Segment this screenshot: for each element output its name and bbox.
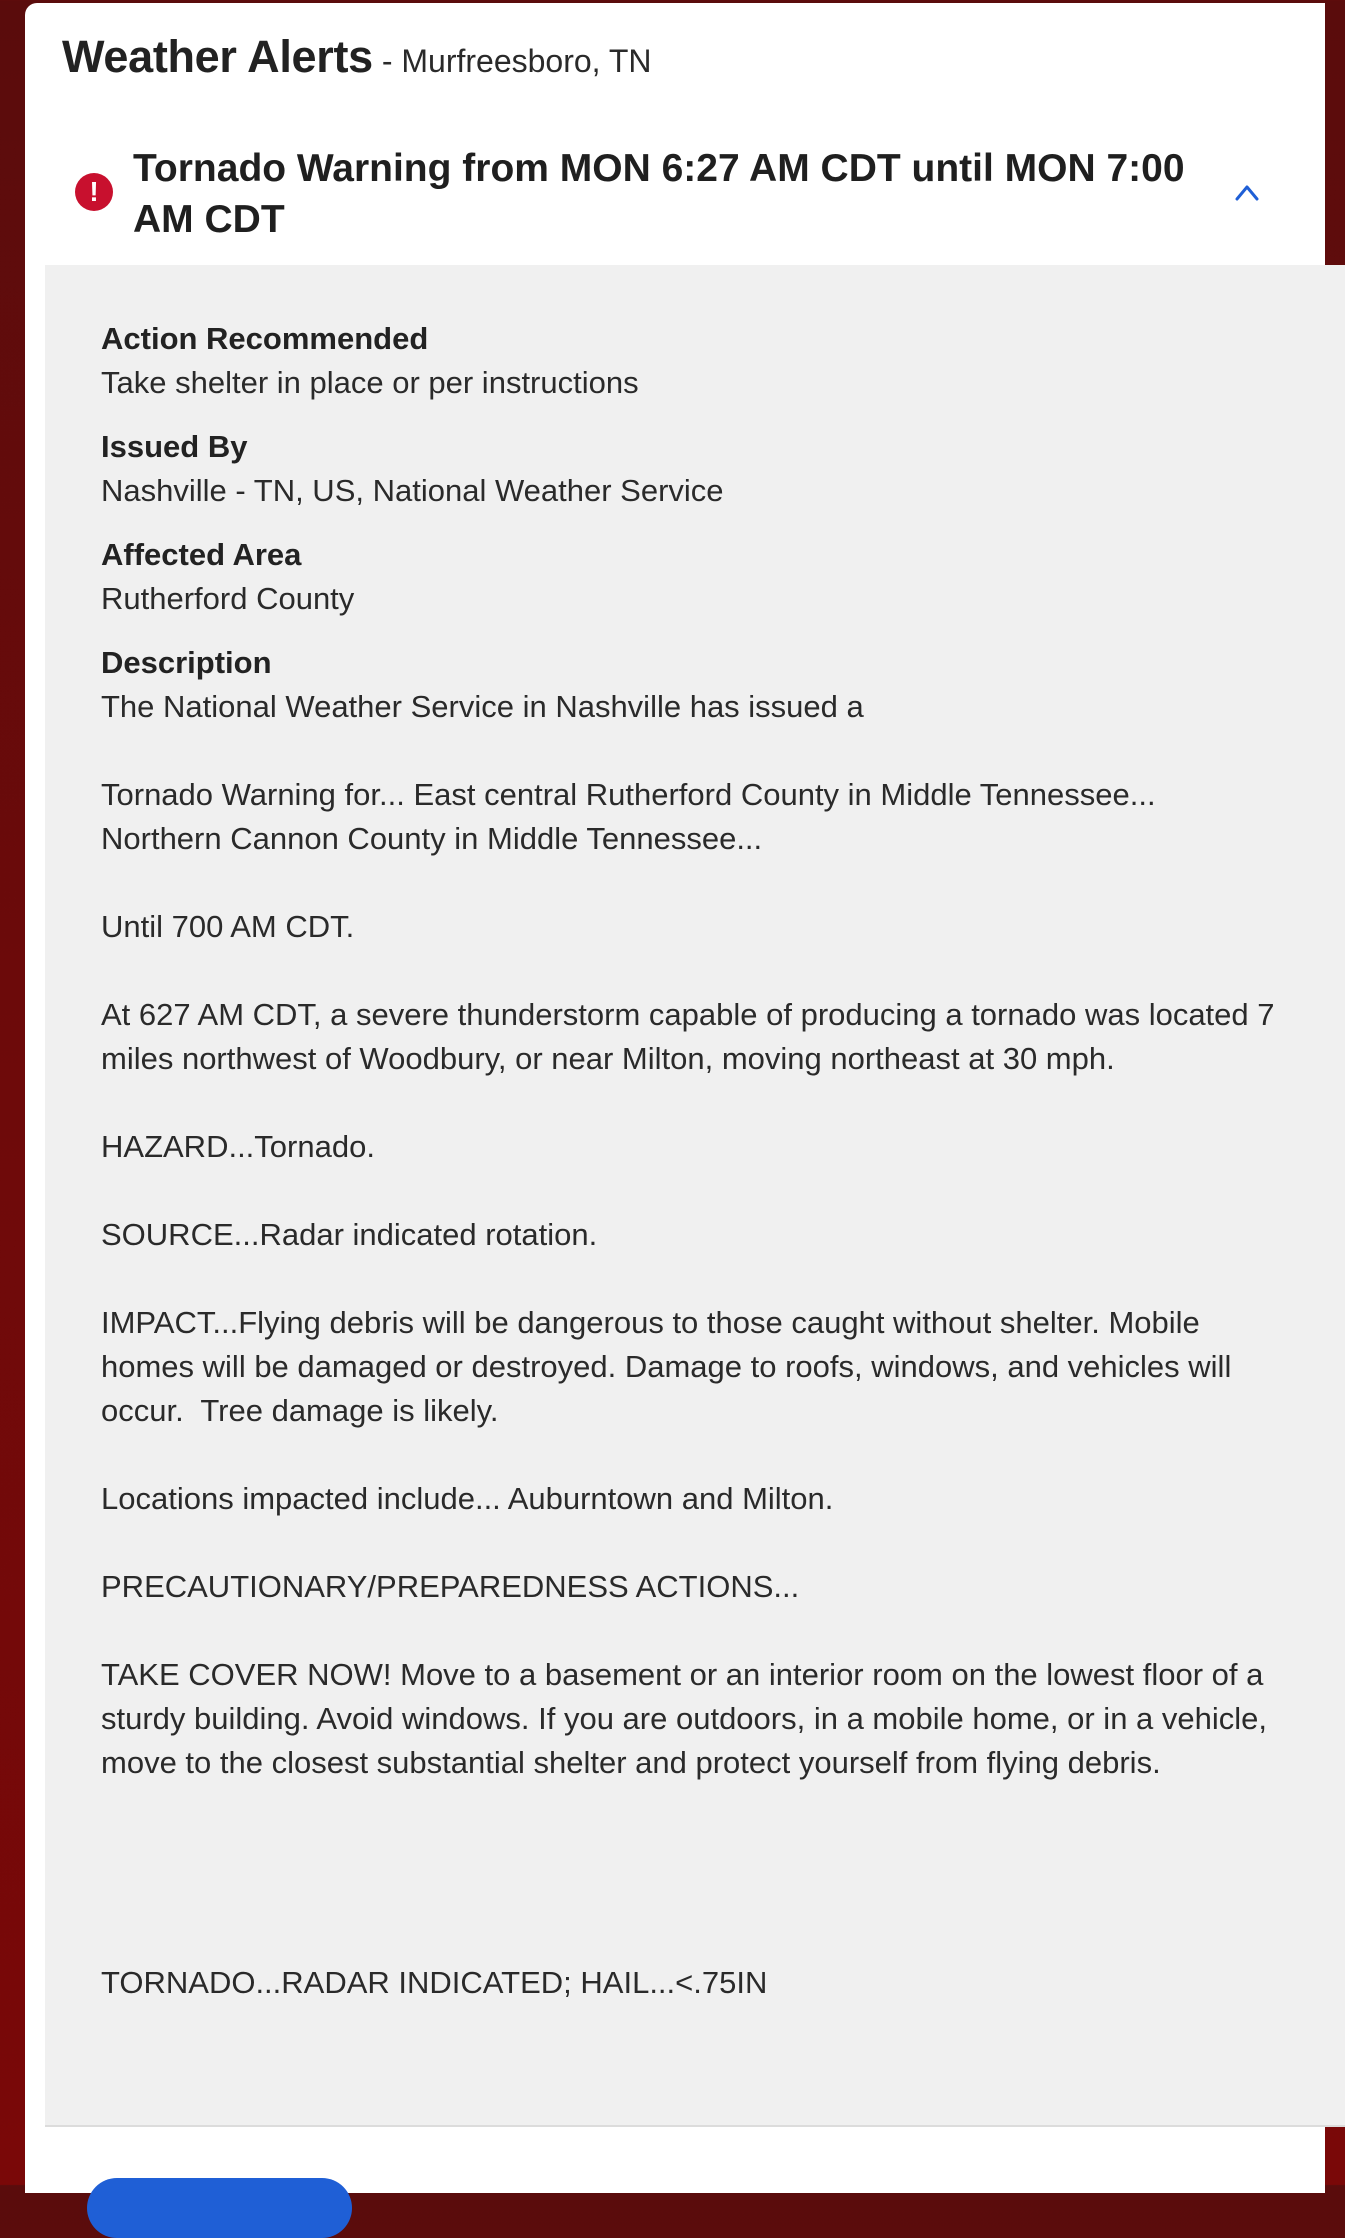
description-text: The National Weather Service in Nashville has issued a Tornado Warning for... East central Rutherford County in Middle Tennessee... Northern Cannon County in Middle Tennessee... Until 700 AM CDT. At 627 AM CDT, a severe thunderstorm capable of producing a tornado was located 7 miles northwest of Woodbury, or near Milton, moving northeast at 30 mph. HAZARD...Tornado. SOURCE...Radar indicated rotation. IMPACT...Flying debris will be dangerous to those caught without shelter. Mobile homes will be damaged or destroyed. Damage to roofs, windows, and vehicles will occur. Tree damage is likely. Locations impacted include... Auburntown and Milton. PRECAUTIONARY/PREPAREDNESS ACTIONS... TAKE COVER NOW! Move to a basement or an interior room on the lowest floor of a sturdy building. Avoid windows. If you are outdoors, in a mobile home, or in a vehicle, move to the closest substantial shelter and protect yourself from flying debris. TORNADO...RADAR INDICATED; HAIL...<.75IN (101, 689, 1275, 2000)
issued-by-value: Nashville - TN, US, National Weather Service (101, 473, 724, 508)
action-recommended-value: Take shelter in place or per instructions (101, 365, 639, 400)
page-title: Weather Alerts (62, 31, 373, 82)
affected-area-value: Rutherford County (101, 581, 355, 616)
alert-details-content (101, 317, 1291, 2005)
alert-exclamation-icon: ! (75, 173, 113, 211)
chevron-up-icon[interactable] (1235, 181, 1259, 205)
description-section (101, 641, 1291, 2005)
affected-area-label: Affected Area (101, 537, 302, 572)
action-recommended-section (101, 317, 1291, 405)
location-label: - Murfreesboro, TN (372, 43, 652, 79)
issued-by-label: Issued By (101, 429, 248, 464)
page-header (62, 31, 652, 83)
alert-details (45, 265, 1345, 2127)
action-recommended-label: Action Recommended (101, 321, 429, 356)
affected-area-section (101, 533, 1291, 621)
alert-title: Tornado Warning from MON 6:27 AM CDT until MON 7:00 AM CDT (133, 147, 1185, 241)
issued-by-section (101, 425, 1291, 513)
description-label: Description (101, 645, 272, 680)
weather-alerts-panel (25, 3, 1325, 2193)
bottom-action-button[interactable] (87, 2178, 352, 2238)
alert-toggle[interactable] (25, 143, 1281, 263)
